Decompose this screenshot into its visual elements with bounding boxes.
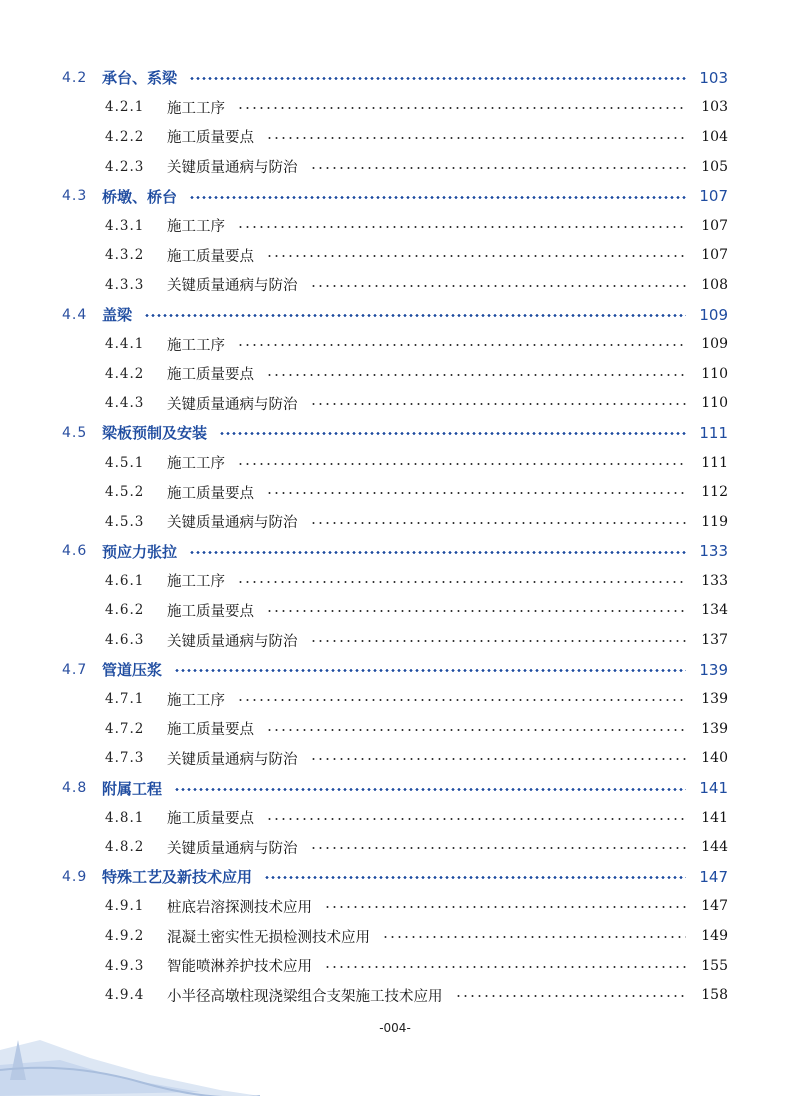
toc-subsection-entry[interactable] [0,241,790,271]
entry-number: 4.5.1 [105,454,145,471]
dot-leader [174,788,686,791]
page-number: -004- [379,1021,411,1035]
dot-leader [324,966,686,968]
entry-page: 149 [701,928,728,945]
entry-page: 144 [701,839,728,856]
entry-title: 关键质量通病与防治 [167,840,298,857]
entry-page: 107 [699,187,728,206]
entry-title: 混凝土密实性无损检测技术应用 [167,929,370,946]
toc-subsection-entry[interactable] [0,596,790,626]
entry-title: 智能喷淋养护技术应用 [167,959,312,976]
dot-leader [310,640,687,642]
entry-page: 147 [701,898,728,915]
dot-leader [144,314,686,317]
entry-title: 施工质量要点 [167,367,254,384]
entry-number: 4.9 [62,868,88,885]
toc-section-entry[interactable] [0,300,790,330]
entry-page: 139 [699,660,728,679]
toc-subsection-entry[interactable] [0,566,790,596]
entry-title: 施工工序 [167,456,225,473]
entry-page: 103 [699,68,728,87]
entry-title: 小半径高墩柱现浇梁组合支架施工技术应用 [167,988,443,1005]
entry-title: 桥墩、桥台 [102,187,178,206]
entry-number: 4.6 [62,543,88,560]
entry-title: 关键质量通病与防治 [167,396,298,413]
entry-title: 管道压浆 [102,661,163,680]
toc-section-entry[interactable] [0,862,790,892]
toc-subsection-entry[interactable] [0,625,790,655]
entry-page: 111 [699,423,728,442]
dot-leader [310,403,687,405]
entry-page: 105 [701,158,728,175]
entry-number: 4.7.3 [105,750,145,767]
entry-page: 147 [699,867,728,886]
toc-section-entry[interactable] [0,63,790,93]
entry-title: 施工工序 [167,219,225,236]
entry-title: 承台、系梁 [102,69,178,88]
toc-section-entry[interactable] [0,181,790,211]
toc-subsection-entry[interactable] [0,832,790,862]
toc-subsection-entry[interactable] [0,448,790,478]
toc-subsection-entry[interactable] [0,744,790,774]
dot-leader [455,995,687,997]
dot-leader [310,285,687,287]
entry-number: 4.5 [62,424,88,441]
entry-page: 134 [701,602,728,619]
toc-section-entry[interactable] [0,773,790,803]
entry-page: 110 [701,365,728,382]
toc-subsection-entry[interactable] [0,93,790,123]
entry-page: 133 [699,542,728,561]
entry-page: 133 [701,572,728,589]
dot-leader [237,581,686,583]
entry-title: 梁板预制及安装 [102,424,208,443]
entry-title: 施工工序 [167,574,225,591]
dot-leader [266,729,686,731]
toc-subsection-entry[interactable] [0,684,790,714]
dot-leader [237,226,686,228]
entry-number: 4.9.2 [105,928,145,945]
entry-title: 预应力张拉 [102,542,178,561]
entry-title: 桩底岩溶探测技术应用 [167,899,312,916]
entry-title: 特殊工艺及新技术应用 [102,868,253,887]
dot-leader [237,107,686,109]
entry-page: 108 [701,276,728,293]
entry-title: 施工质量要点 [167,811,254,828]
entry-title: 关键质量通病与防治 [167,633,298,650]
toc-subsection-entry[interactable] [0,329,790,359]
entry-page: 110 [701,395,728,412]
entry-page: 111 [701,454,728,471]
entry-number: 4.9.3 [105,957,145,974]
entry-title: 施工工序 [167,692,225,709]
entry-page: 107 [701,247,728,264]
entry-number: 4.2.1 [105,99,145,116]
dot-leader [266,492,686,494]
dot-leader [324,906,686,908]
entry-number: 4.2.3 [105,158,145,175]
dot-leader [266,137,686,139]
toc-subsection-entry[interactable] [0,477,790,507]
entry-page: 137 [701,632,728,649]
entry-page: 119 [701,513,728,530]
entry-number: 4.5.3 [105,513,145,530]
entry-number: 4.8.1 [105,809,145,826]
table-of-contents [0,63,790,1010]
entry-number: 4.7 [62,661,88,678]
entry-title: 施工质量要点 [167,248,254,265]
entry-page: 141 [699,779,728,798]
entry-number: 4.3 [62,188,88,205]
dot-leader [237,699,686,701]
entry-number: 4.4.1 [105,336,145,353]
dot-leader [266,374,686,376]
dot-leader [237,463,686,465]
entry-title: 施工质量要点 [167,722,254,739]
entry-number: 4.7.1 [105,691,145,708]
entry-page: 112 [701,484,728,501]
entry-number: 4.6.3 [105,632,145,649]
entry-title: 施工质量要点 [167,130,254,147]
dot-leader [310,847,687,849]
dot-leader [266,255,686,257]
toc-subsection-entry[interactable] [0,359,790,389]
entry-title: 附属工程 [102,779,163,798]
toc-subsection-entry[interactable] [0,714,790,744]
toc-subsection-entry[interactable] [0,211,790,241]
entry-number: 4.8.2 [105,839,145,856]
dot-leader [382,936,686,938]
entry-title: 施工工序 [167,337,225,354]
entry-number: 4.8 [62,780,88,797]
entry-title: 盖梁 [102,306,133,325]
entry-number: 4.2.2 [105,128,145,145]
entry-number: 4.3.3 [105,276,145,293]
toc-subsection-entry[interactable] [0,892,790,922]
toc-subsection-entry[interactable] [0,122,790,152]
entry-page: 107 [701,217,728,234]
toc-subsection-entry[interactable] [0,152,790,182]
entry-title: 关键质量通病与防治 [167,515,298,532]
dot-leader [310,167,687,169]
toc-subsection-entry[interactable] [0,270,790,300]
entry-page: 139 [701,691,728,708]
entry-number: 4.6.1 [105,572,145,589]
entry-number: 4.2 [62,69,88,86]
entry-number: 4.6.2 [105,602,145,619]
dot-leader [219,432,686,435]
entry-number: 4.4 [62,306,88,323]
entry-title: 施工质量要点 [167,603,254,620]
toc-section-entry[interactable] [0,418,790,448]
dot-leader [174,669,686,672]
entry-page: 103 [701,99,728,116]
entry-title: 施工质量要点 [167,485,254,502]
toc-subsection-entry[interactable] [0,507,790,537]
entry-number: 4.3.1 [105,217,145,234]
dot-leader [266,610,686,612]
dot-leader [310,522,687,524]
entry-page: 155 [701,957,728,974]
toc-section-entry[interactable] [0,537,790,567]
dot-leader [266,818,686,820]
entry-title: 关键质量通病与防治 [167,278,298,295]
toc-subsection-entry[interactable] [0,921,790,951]
dot-leader [264,876,686,879]
entry-title: 关键质量通病与防治 [167,160,298,177]
toc-subsection-entry[interactable] [0,951,790,981]
toc-subsection-entry[interactable] [0,803,790,833]
dot-leader [189,551,686,554]
entry-number: 4.9.1 [105,898,145,915]
entry-page: 109 [701,336,728,353]
entry-page: 109 [699,305,728,324]
entry-page: 104 [701,128,728,145]
entry-number: 4.7.2 [105,720,145,737]
entry-page: 139 [701,720,728,737]
dot-leader [237,344,686,346]
toc-section-entry[interactable] [0,655,790,685]
entry-page: 140 [701,750,728,767]
entry-number: 4.5.2 [105,484,145,501]
dot-leader [189,196,686,199]
entry-page: 158 [701,987,728,1004]
entry-number: 4.4.3 [105,395,145,412]
entry-number: 4.4.2 [105,365,145,382]
entry-title: 关键质量通病与防治 [167,751,298,768]
entry-title: 施工工序 [167,100,225,117]
dot-leader [189,77,686,80]
toc-subsection-entry[interactable] [0,389,790,419]
entry-number: 4.9.4 [105,987,145,1004]
toc-subsection-entry[interactable] [0,980,790,1010]
dot-leader [310,758,687,760]
entry-page: 141 [701,809,728,826]
entry-number: 4.3.2 [105,247,145,264]
